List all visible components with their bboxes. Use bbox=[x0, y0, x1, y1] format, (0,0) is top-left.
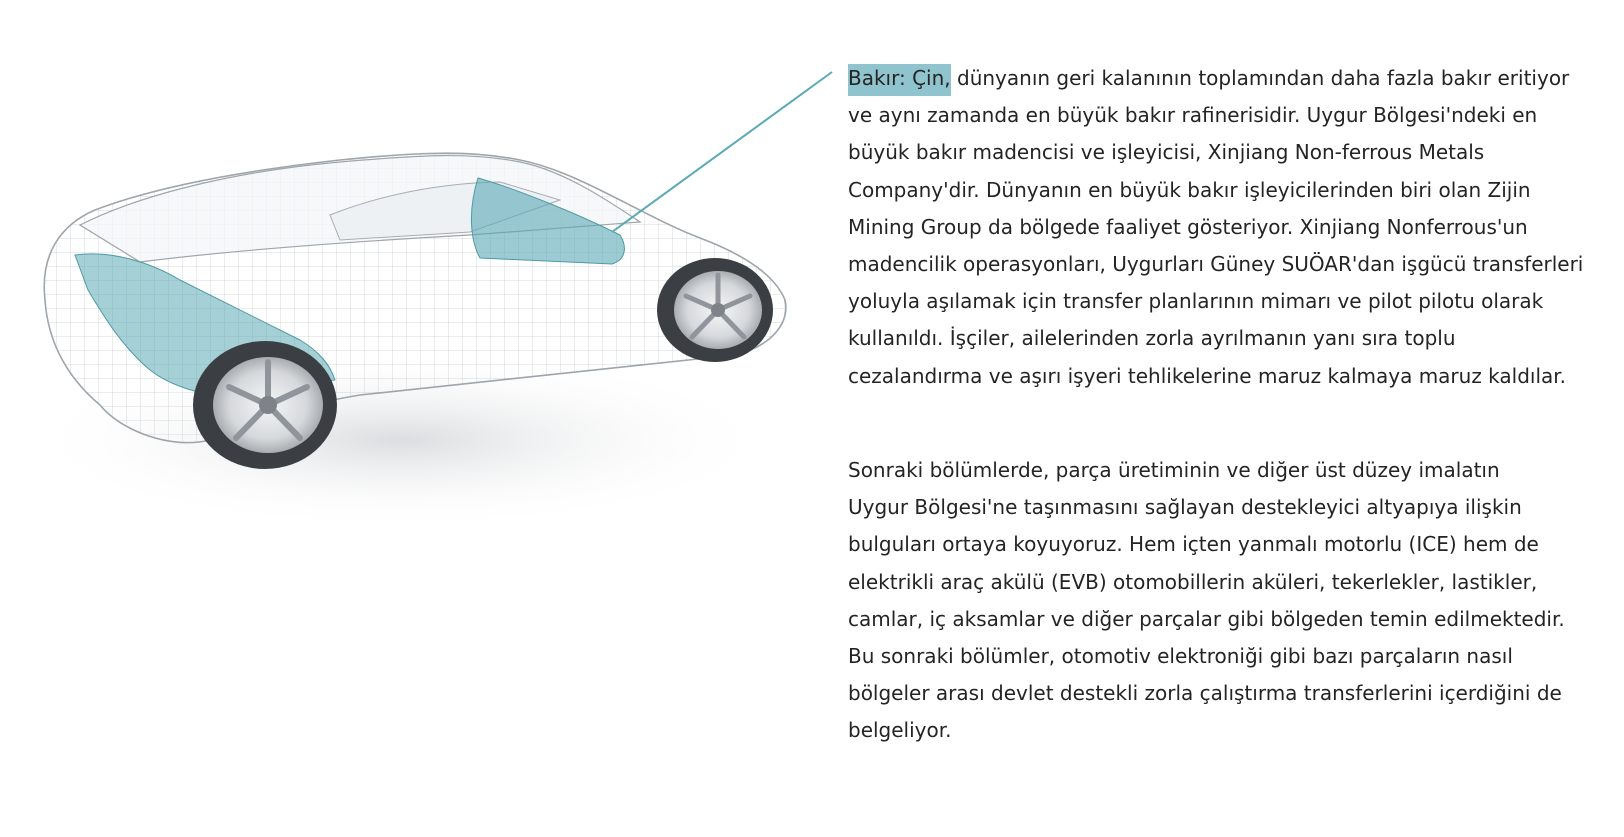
paragraph-line: camlar, iç aksamlar ve diğer parçalar gibi bölgeden temin edilmektedir. bbox=[848, 606, 1565, 631]
paragraph-line: kullanıldı. İşçiler, ailelerinden zorla ayrılmanın yanı sıra toplu bbox=[848, 326, 1456, 351]
paragraph-line: Mining Group da bölgede faaliyet gösteriyor. Xinjiang Nonferrous'un bbox=[848, 214, 1528, 239]
front-wheel bbox=[657, 258, 773, 362]
line-text: dünyanın geri kalanının toplamından daha fazla bakır eritiyor bbox=[950, 66, 1570, 90]
paragraph-line: Company'dir. Dünyanın en büyük bakır işleyicilerinden biri olan Zijin bbox=[848, 177, 1531, 202]
paragraph-line bbox=[848, 60, 1624, 97]
paragraph-line: Bu sonraki bölümler, otomotiv elektroniği gibi bazı parçaların nasıl bbox=[848, 644, 1513, 669]
paragraph-next-sections bbox=[848, 452, 1624, 750]
paragraph-line: elektrikli araç akülü (EVB) otomobillerin aküleri, tekerlekler, lastikler, bbox=[848, 569, 1538, 594]
highlighted-term: Bakır: Çin, bbox=[848, 64, 951, 96]
paragraph-line: cezalandırma ve aşırı işyeri tehlikelerine maruz kalmaya maruz kaldılar. bbox=[848, 363, 1567, 388]
paragraph-line: yoluyla aşılamak için transfer planlarının mimarı ve pilot pilotu olarak bbox=[848, 289, 1544, 314]
paragraph-line: ve aynı zamanda en büyük bakır rafinerisidir. Uygur Bölgesi'ndeki en bbox=[848, 103, 1538, 128]
paragraph-line: bulguları ortaya koyuyoruz. Hem içten yanmalı motorlu (ICE) hem de bbox=[848, 532, 1539, 557]
paragraph-line: Uygur Bölgesi'ne taşınmasını sağlayan destekleyici altyapıya ilişkin bbox=[848, 495, 1522, 520]
paragraph-line: madencilik operasyonları, Uygurları Güney SUÖAR'dan işgücü transferleri bbox=[848, 252, 1584, 277]
paragraph-line: belgeliyor. bbox=[848, 718, 952, 743]
rear-wheel bbox=[193, 341, 337, 469]
paragraph-line: bölgeler arası devlet destekli zorla çalıştırma transferlerini içerdiğini de bbox=[848, 681, 1562, 706]
callout-line bbox=[612, 72, 832, 232]
paragraph-line: büyük bakır madencisi ve işleyicisi, Xinjiang Non-ferrous Metals bbox=[848, 140, 1485, 165]
paragraph-line: Sonraki bölümlerde, parça üretiminin ve diğer üst düzey imalatın bbox=[848, 458, 1500, 482]
paragraph-copper bbox=[848, 60, 1624, 395]
